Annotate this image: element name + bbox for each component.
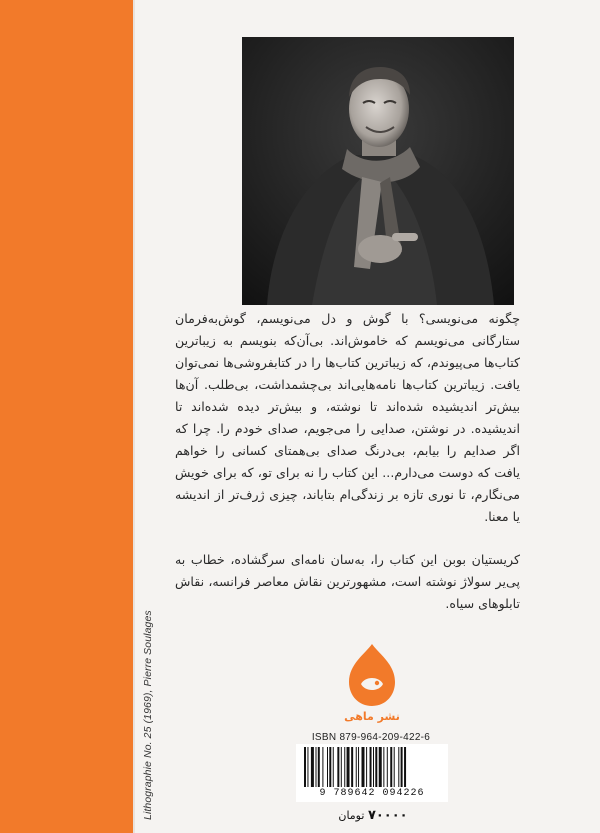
- author-portrait: [242, 37, 514, 305]
- barcode-bar: [333, 747, 334, 787]
- barcode-bar: [356, 747, 357, 787]
- artwork-credit: Lithographie No. 25 (1969), Pierre Soulages: [142, 610, 154, 820]
- book-note: کریستیان بوبن این کتاب را، به‌سان نامه‌ای سرگشاده، خطاب به پی‌یر سولاژ نوشته است، مشهورترین نقاش معاصر فرانسه، نقاش تابلوهای سیاه.: [175, 552, 520, 611]
- publisher-logo: [339, 640, 405, 730]
- barcode-bar: [373, 747, 374, 787]
- orange-spine-stripe: [0, 0, 133, 833]
- barcode-bar: [366, 747, 367, 787]
- barcode-bar: [387, 747, 388, 787]
- barcode-bar: [358, 747, 359, 787]
- stripe-divider: [133, 0, 135, 833]
- author-portrait-photo: [242, 37, 514, 305]
- barcode-bar: [307, 747, 308, 787]
- price: [333, 808, 413, 823]
- barcode-bar: [394, 747, 395, 787]
- barcode-bar: [379, 747, 382, 787]
- barcode-bar: [383, 747, 384, 787]
- price-currency: تومان: [338, 809, 365, 822]
- barcode-bar: [347, 747, 350, 787]
- price-value: ۷۰۰۰۰: [367, 808, 408, 823]
- barcode-bar: [390, 747, 392, 787]
- publisher-name: نشر ماهی: [344, 710, 400, 723]
- barcode-bars: [302, 747, 442, 787]
- isbn-number: ISBN 879-964-209-422-6: [311, 732, 431, 743]
- barcode-bar: [311, 747, 314, 787]
- barcode: [296, 744, 448, 802]
- barcode-bar: [362, 747, 365, 787]
- book-description: چگونه می‌نویسی؟ با گوش و دل می‌نویسم، گوش‌به‌فرمان ستارگانی می‌نویسم که خاموش‌اند. بی‌آن‌که بنویسم به زیباترین کتاب‌ها می‌پیوندم، که زیباترین کتاب‌ها را در کتابفروشی‌ها نمی‌توان یافت. زیباترین کتاب‌ها نامه‌هایی‌اند بی‌چشمداشت، بی‌طلب. آن‌ها بیش‌تر اندیشیده شده‌اند تا نوشته، و بیش‌تر دیده شده‌اند تا اندیشیده. در نوشتن، صدایی را می‌جویم، صدای خودم را. چرا که اگر صدایم را بیابم، بی‌درنگ صدای بی‌همتای کسانی را خواهم یافت که دوست می‌دارم... این کتاب را نه برای تو، که برای خویش می‌نگارم، تا نوری تازه بر زندگی‌ام بتاباند، چیزی ژرف‌تر از اندیشه یا معنا.: [175, 311, 520, 524]
- barcode-digits: 9 789642 094226: [319, 788, 425, 799]
- barcode-bar: [327, 747, 328, 787]
- barcode-bar: [341, 747, 342, 787]
- barcode-bar: [304, 747, 306, 787]
- barcode-bar: [404, 747, 406, 787]
- barcode-bar: [398, 747, 399, 787]
- barcode-bar: [318, 747, 320, 787]
- barcode-bar: [401, 747, 403, 787]
- barcode-bar: [344, 747, 345, 787]
- barcode-bar: [337, 747, 339, 787]
- barcode-bar: [329, 747, 331, 787]
- barcode-bar: [351, 747, 353, 787]
- barcode-bar: [370, 747, 372, 787]
- barcode-bar: [316, 747, 317, 787]
- barcode-bar: [322, 747, 323, 787]
- barcode-bar: [375, 747, 377, 787]
- fish-logo-icon: [339, 640, 405, 710]
